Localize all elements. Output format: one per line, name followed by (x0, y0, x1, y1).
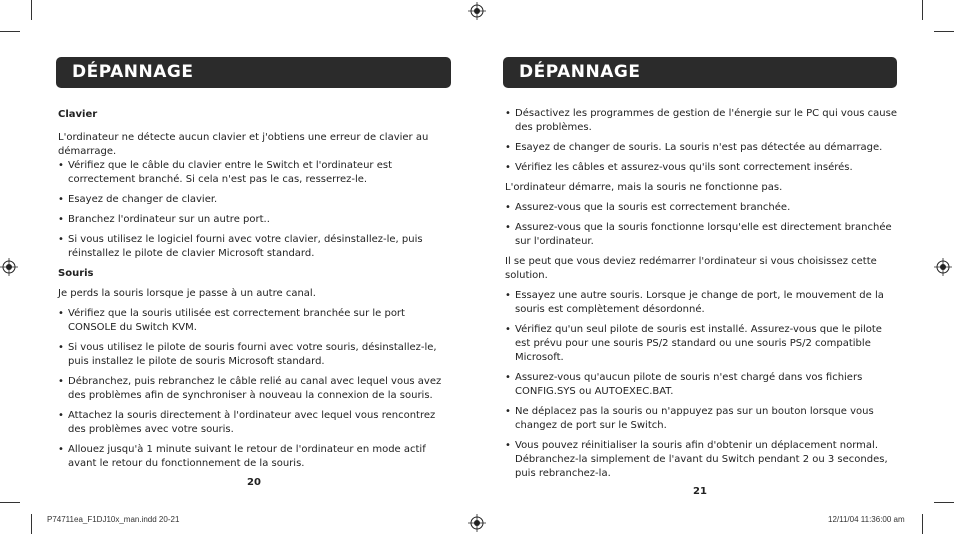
bullet-list (58, 159, 450, 261)
list-item: • Assurez-vous que la souris est correctement branchée. (505, 201, 898, 215)
page-content (505, 107, 898, 487)
footer-filename: P74711ea_F1DJ10x_man.indd 20-21 (47, 515, 180, 524)
list-item: • Vous pouvez réinitialiser la souris afin d'obtenir un déplacement normal. Débranchez-la simplement de l'avant du Switch pendant 2 ou 3 secondes, puis rebranchez-la. (505, 439, 898, 481)
list-item: • Vérifiez qu'un seul pilote de souris est installé. Assurez-vous que le pilote est prévu pour une souris PS/2 standard ou une souris PS/2 compatible Microsoft. (505, 323, 898, 365)
list-item: • Esayez de changer de souris. La souris n'est pas détectée au démarrage. (505, 141, 898, 155)
section-intro: Il se peut que vous deviez redémarrer l'ordinateur si vous choisissez cette solution. (505, 256, 877, 281)
bullet-list (58, 307, 450, 471)
list-item: • Débranchez, puis rebranchez le câble relié au canal avec lequel vous avez des problèmes afin de synchroniser à nouveau la connexion de la souris. (58, 375, 450, 403)
bullet-list (505, 289, 898, 481)
page-number: 21 (693, 486, 707, 497)
list-item: • Assurez-vous qu'aucun pilote de souris n'est chargé dans vos fichiers CONFIG.SYS ou AUTOEXEC.BAT. (505, 371, 898, 399)
page-right (477, 0, 954, 534)
list-item: • Vérifiez que le câble du clavier entre le Switch et l'ordinateur est correctement branché. Si cela n'est pas le cas, resserrez-le. (58, 159, 450, 187)
page-content (58, 108, 450, 477)
section-intro: L'ordinateur ne détecte aucun clavier et j'obtiens une erreur de clavier au démarrage. (58, 132, 429, 157)
list-item: • Si vous utilisez le logiciel fourni avec votre clavier, désinstallez-le, puis réinstallez le pilote de clavier Microsoft standard. (58, 233, 450, 261)
bullet-list (505, 107, 898, 175)
list-item: • Attachez la souris directement à l'ordinateur avec lequel vous rencontrez des problèmes avec votre souris. (58, 409, 450, 437)
list-item: • Branchez l'ordinateur sur un autre port.. (58, 213, 450, 227)
section-heading: Clavier (58, 109, 98, 120)
page-header: DÉPANNAGE (503, 57, 897, 88)
footer-timestamp: 12/11/04 11:36:00 am (828, 515, 905, 524)
page-header: DÉPANNAGE (56, 57, 451, 88)
list-item: • Assurez-vous que la souris fonctionne lorsqu'elle est directement branchée sur l'ordinateur. (505, 221, 898, 249)
section-heading: Souris (58, 268, 94, 279)
list-item: • Désactivez les programmes de gestion de l'énergie sur le PC qui vous cause des problèmes. (505, 107, 898, 135)
section-intro: L'ordinateur démarre, mais la souris ne fonctionne pas. (505, 182, 783, 193)
list-item: • Vérifiez que la souris utilisée est correctement branchée sur le port CONSOLE du Switch KVM. (58, 307, 450, 335)
page-number: 20 (247, 477, 261, 488)
section-intro: Je perds la souris lorsque je passe à un autre canal. (58, 288, 316, 299)
list-item: • Allouez jusqu'à 1 minute suivant le retour de l'ordinateur en mode actif avant le retour du fonctionnement de la souris. (58, 443, 450, 471)
list-item: • Vérifiez les câbles et assurez-vous qu'ils sont correctement insérés. (505, 161, 898, 175)
list-item: • Esayez de changer de clavier. (58, 193, 450, 207)
list-item: • Si vous utilisez le pilote de souris fourni avec votre souris, désinstallez-le, puis installez le pilote de souris Microsoft standard. (58, 341, 450, 369)
list-item: • Essayez une autre souris. Lorsque je change de port, le mouvement de la souris est complètement désordonné. (505, 289, 898, 317)
list-item: • Ne déplacez pas la souris ou n'appuyez pas sur un bouton lorsque vous changez de port sur le Switch. (505, 405, 898, 433)
bullet-list (505, 201, 898, 249)
